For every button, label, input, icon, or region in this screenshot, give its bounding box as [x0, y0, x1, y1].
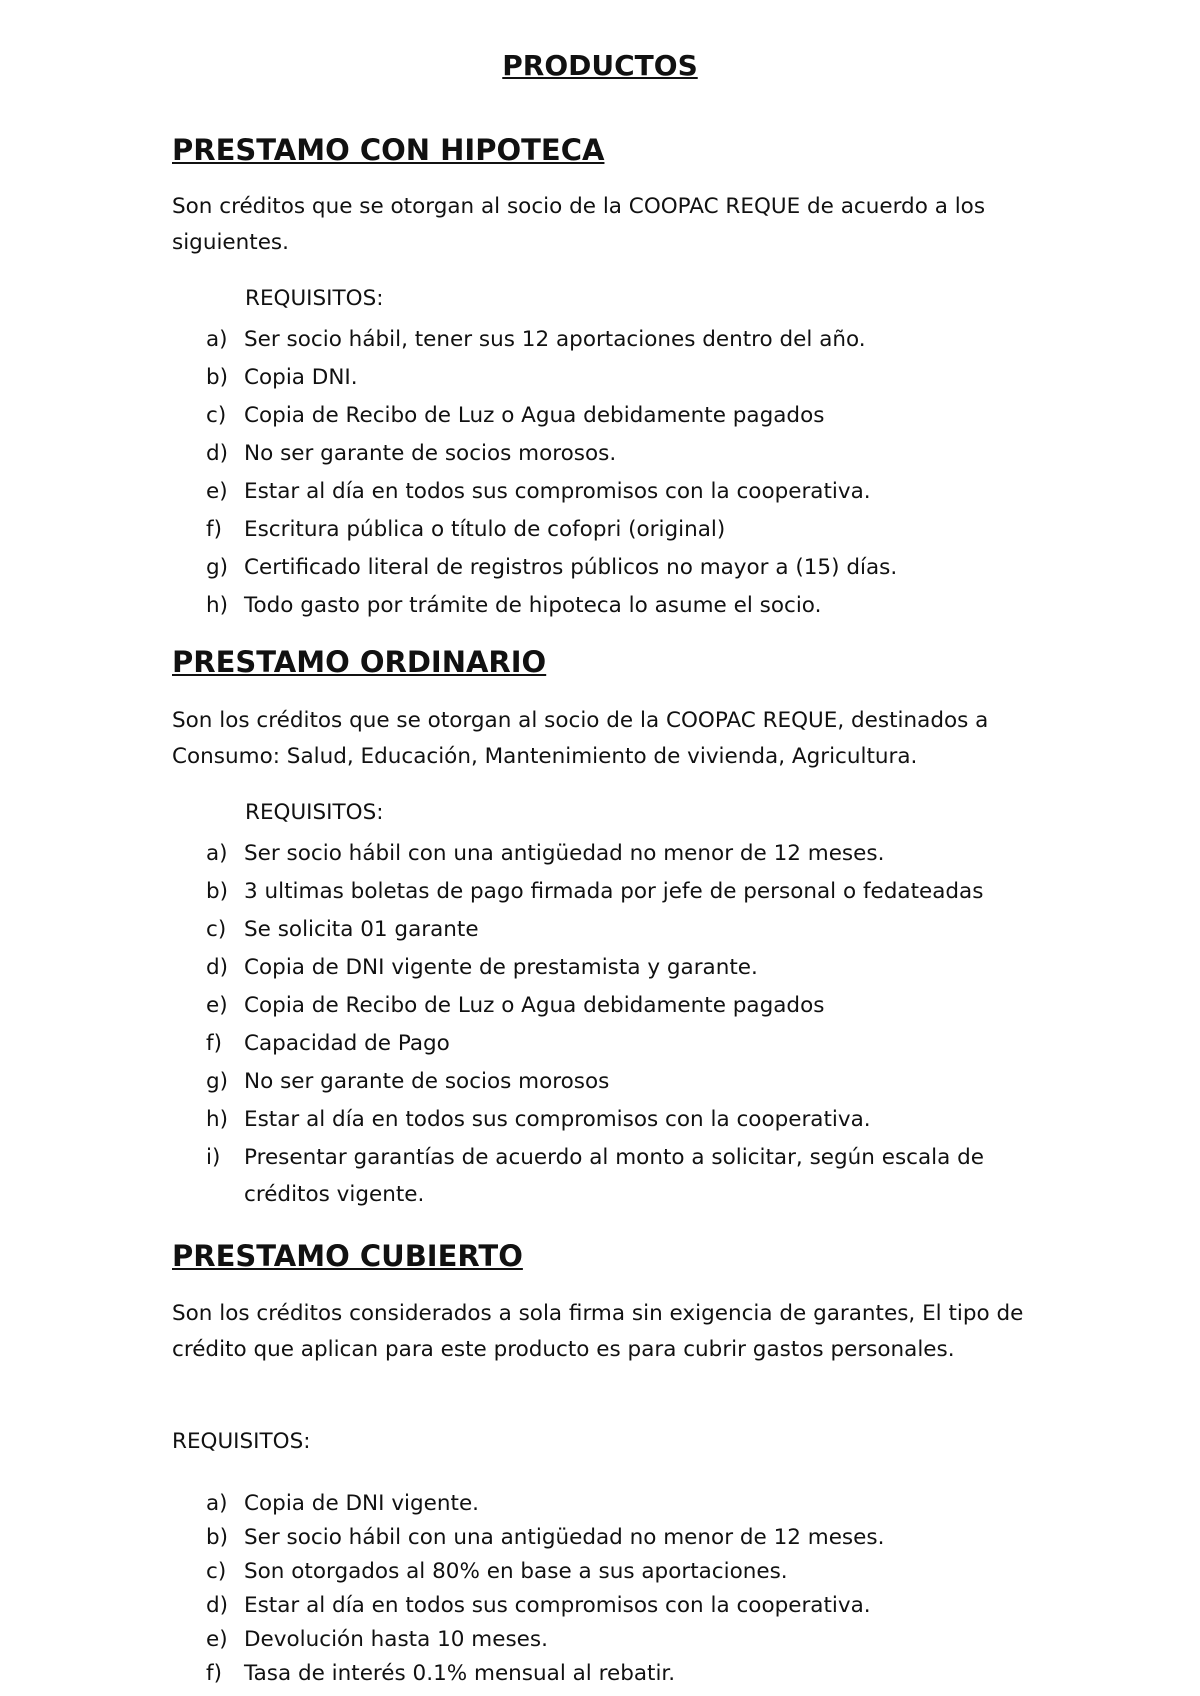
list-marker: b) [206, 879, 229, 904]
list-item [206, 1555, 1046, 1589]
list-marker: c) [206, 1559, 227, 1584]
list-marker: f) [206, 1031, 222, 1056]
list-item-text: Devolución hasta 10 meses. [244, 1627, 548, 1652]
list-marker: c) [206, 403, 227, 428]
list-item-text: Copia de DNI vigente de prestamista y garante. [244, 955, 758, 980]
list-marker: f) [206, 517, 222, 542]
list-marker: h) [206, 1107, 229, 1132]
list-marker: h) [206, 593, 229, 618]
list-item [206, 835, 1046, 873]
list-marker: i) [206, 1145, 221, 1170]
list-item [206, 1101, 1046, 1139]
list-item-text: Ser socio hábil con una antigüedad no menor de 12 meses. [244, 1525, 885, 1550]
list-item-text: Ser socio hábil con una antigüedad no menor de 12 meses. [244, 841, 885, 866]
list-marker: e) [206, 993, 228, 1018]
requirements-label-cubierto: REQUISITOS: [172, 1429, 311, 1454]
page-title: PRODUCTOS [502, 49, 698, 82]
requirements-list-ordinario [206, 835, 1046, 1213]
list-item-text: Certificado literal de registros públicos no mayor a (15) días. [244, 555, 898, 580]
list-item-text: No ser garante de socios morosos [244, 1069, 610, 1094]
list-item [206, 873, 1046, 911]
list-marker: e) [206, 479, 228, 504]
list-item-text: 3 ultimas boletas de pago firmada por jefe de personal o fedateadas [244, 879, 984, 904]
list-item-text: Tasa de interés 0.1% mensual al rebatir. [244, 1661, 676, 1686]
list-marker: a) [206, 841, 228, 866]
list-marker: b) [206, 365, 229, 390]
list-item [206, 511, 1046, 549]
list-marker: d) [206, 955, 229, 980]
list-marker: c) [206, 917, 227, 942]
requirements-label-hipoteca: REQUISITOS: [245, 286, 384, 311]
section-heading-ordinario: PRESTAMO ORDINARIO [172, 645, 547, 679]
list-item [206, 1487, 1046, 1521]
list-item [206, 321, 1046, 359]
list-item-text: Estar al día en todos sus compromisos con la cooperativa. [244, 1593, 871, 1618]
list-marker: d) [206, 1593, 229, 1618]
list-item [206, 397, 1046, 435]
list-marker: f) [206, 1661, 222, 1686]
list-marker: g) [206, 555, 229, 580]
list-item [206, 1063, 1046, 1101]
list-item-text: Copia de Recibo de Luz o Agua debidamente pagados [244, 993, 825, 1018]
list-item-text: Se solicita 01 garante [244, 917, 479, 942]
list-item [206, 911, 1046, 949]
list-item-text: Copia de DNI vigente. [244, 1491, 480, 1516]
list-marker: e) [206, 1627, 228, 1652]
section-heading-cubierto: PRESTAMO CUBIERTO [172, 1239, 523, 1273]
list-item [206, 359, 1046, 397]
list-item-text: Presentar garantías de acuerdo al monto a solicitar, según escala de créditos vigente. [244, 1145, 985, 1207]
list-item [206, 587, 1046, 625]
list-item-text: No ser garante de socios morosos. [244, 441, 617, 466]
list-item [206, 549, 1046, 587]
section-description-ordinario: Son los créditos que se otorgan al socio de la COOPAC REQUE, destinados a Consumo: Salud, Educación, Mantenimiento de vivienda, Agricultura. [172, 708, 989, 769]
list-marker: b) [206, 1525, 229, 1550]
requirements-label-ordinario: REQUISITOS: [245, 800, 384, 825]
list-item-text: Escritura pública o título de cofopri (original) [244, 517, 726, 542]
list-item [206, 1521, 1046, 1555]
list-item-text: Ser socio hábil, tener sus 12 aportaciones dentro del año. [244, 327, 866, 352]
list-item [206, 1623, 1046, 1657]
list-marker: a) [206, 327, 228, 352]
section-heading-hipoteca: PRESTAMO CON HIPOTECA [172, 133, 605, 167]
list-item [206, 435, 1046, 473]
list-item-text: Todo gasto por trámite de hipoteca lo asume el socio. [244, 593, 822, 618]
list-item-text: Copia de Recibo de Luz o Agua debidamente pagados [244, 403, 825, 428]
list-item [206, 1025, 1046, 1063]
list-marker: a) [206, 1491, 228, 1516]
list-item-text: Estar al día en todos sus compromisos con la cooperativa. [244, 479, 871, 504]
list-marker: g) [206, 1069, 229, 1094]
list-item-text: Copia DNI. [244, 365, 358, 390]
list-item [206, 987, 1046, 1025]
list-item [206, 949, 1046, 987]
list-item-text: Son otorgados al 80% en base a sus aportaciones. [244, 1559, 788, 1584]
section-description-hipoteca: Son créditos que se otorgan al socio de la COOPAC REQUE de acuerdo a los siguientes. [172, 194, 986, 255]
list-item [206, 1657, 1046, 1691]
requirements-list-hipoteca [206, 321, 1046, 625]
list-item-text: Capacidad de Pago [244, 1031, 450, 1056]
list-item [206, 1139, 1046, 1213]
list-item [206, 1589, 1046, 1623]
list-marker: d) [206, 441, 229, 466]
requirements-list-cubierto [206, 1487, 1046, 1691]
list-item-text: Estar al día en todos sus compromisos con la cooperativa. [244, 1107, 871, 1132]
list-item [206, 473, 1046, 511]
section-description-cubierto: Son los créditos considerados a sola firma sin exigencia de garantes, El tipo de crédito que aplican para este producto es para cubrir gastos personales. [172, 1301, 1024, 1362]
